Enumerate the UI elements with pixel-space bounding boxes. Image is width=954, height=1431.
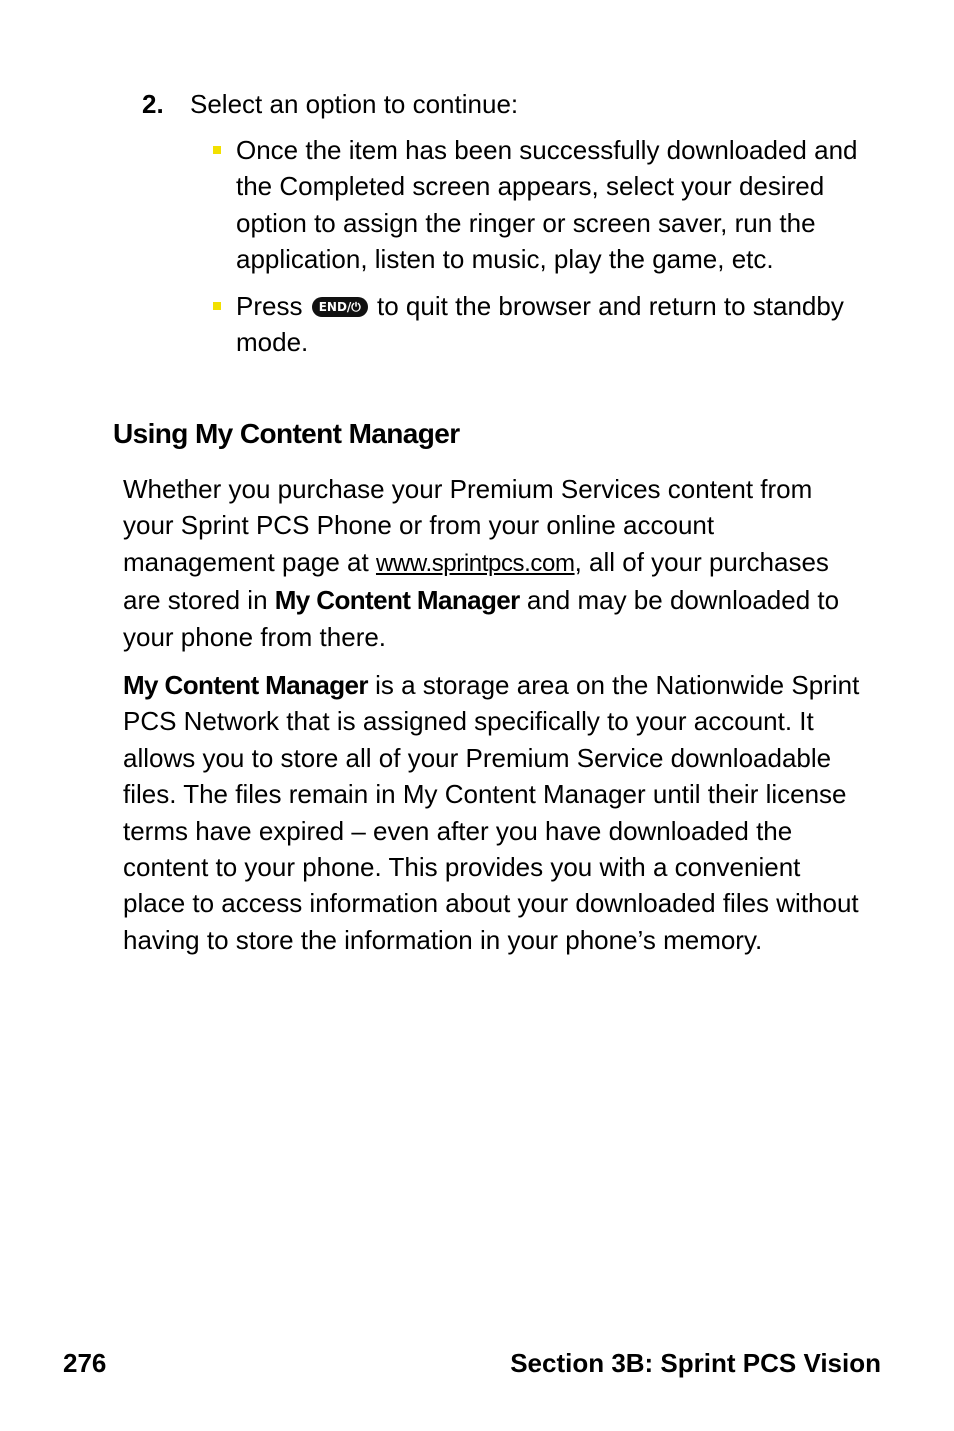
footer-section-title: Section 3B: Sprint PCS Vision bbox=[510, 1348, 881, 1378]
paragraph-text: and may be downloaded to your phone from there. bbox=[123, 585, 840, 652]
paragraph-text: is a storage area on the Nationwide Sprint PCS Network that is assigned specifically to your account. It allows you to store all of your Premium Service downloadable files. The files remain in My Content Manager until their license terms have expired – even after you have downloaded the content to your phone. This provides you with a convenient place to access information about your downloaded files without having to store the information in your phone’s memory. bbox=[123, 670, 860, 955]
bullet-item-completed bbox=[210, 132, 875, 278]
bullet-text-quit: to quit the browser and return to standby mode. bbox=[236, 290, 844, 358]
bullet-text: Once the item has been successfully downloaded and the Completed screen appears, select your desired option to assign the ringer or screen saver, run the application, listen to music, play the game, etc. bbox=[236, 135, 858, 275]
my-content-manager-term: My Content Manager bbox=[274, 585, 520, 616]
end-power-key-icon: END/⏻ bbox=[312, 297, 368, 317]
paragraph-text: , all of your purchases are stored in bbox=[123, 546, 829, 616]
paragraph-purchases bbox=[123, 471, 863, 655]
square-bullet-icon bbox=[213, 302, 221, 310]
paragraph-storage bbox=[123, 667, 863, 958]
bullet-text-press: Press bbox=[236, 290, 303, 321]
bullet-item-press-end bbox=[210, 288, 875, 361]
page-number: 276 bbox=[63, 1348, 107, 1378]
section-heading: Using My Content Manager bbox=[113, 418, 460, 449]
bullet-list bbox=[210, 132, 875, 370]
paragraph-text: Whether you purchase your Premium Services content from your Sprint PCS Phone or from your online account management page at bbox=[123, 474, 813, 577]
sprintpcs-link[interactable]: www.sprintpcs.com bbox=[375, 549, 575, 577]
my-content-manager-term: My Content Manager bbox=[123, 670, 368, 700]
step-number: 2. bbox=[142, 89, 164, 119]
square-bullet-icon bbox=[213, 146, 221, 154]
step-text: Select an option to continue: bbox=[190, 89, 519, 119]
